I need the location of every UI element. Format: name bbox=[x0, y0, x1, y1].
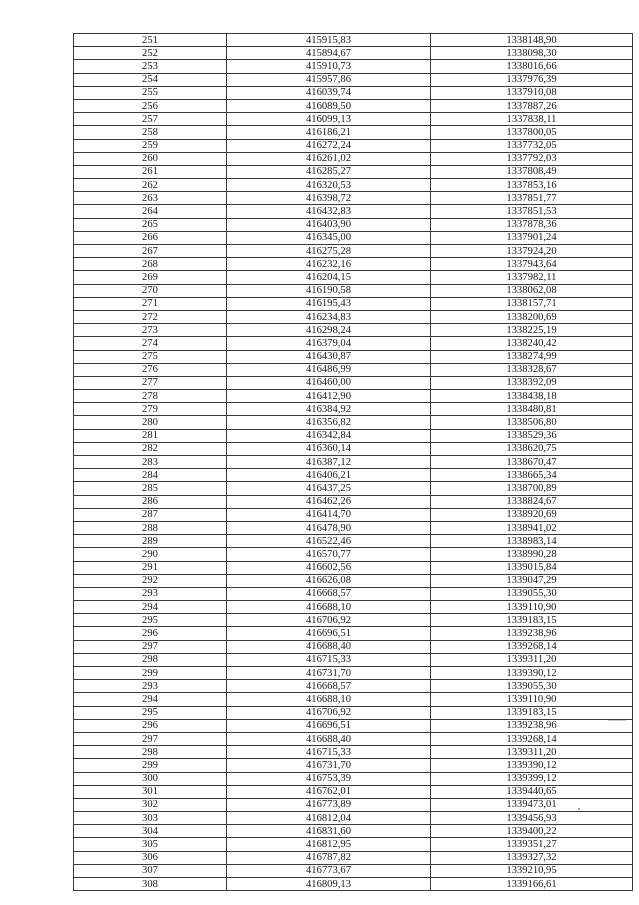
table-row bbox=[74, 271, 633, 284]
table-row bbox=[74, 403, 633, 416]
x-coordinate-cell: 416204,15 bbox=[227, 271, 431, 284]
table-row bbox=[74, 324, 633, 337]
y-coordinate-cell: 1339183,15 bbox=[431, 706, 633, 719]
y-coordinate-cell: 1339110,90 bbox=[431, 693, 633, 706]
table-row bbox=[74, 851, 633, 864]
x-coordinate-cell: 416688,10 bbox=[227, 601, 431, 614]
coordinates-table-body bbox=[74, 34, 633, 891]
y-coordinate-cell: 1339268,14 bbox=[431, 732, 633, 745]
y-coordinate-cell: 1337901,24 bbox=[431, 231, 633, 244]
table-row bbox=[74, 838, 633, 851]
y-coordinate-cell: 1338062,08 bbox=[431, 284, 633, 297]
point-number-cell: 295 bbox=[74, 614, 227, 627]
table-row bbox=[74, 878, 633, 891]
x-coordinate-cell: 416706,92 bbox=[227, 706, 431, 719]
y-coordinate-cell: 1339390,12 bbox=[431, 667, 633, 680]
x-coordinate-cell: 416486,99 bbox=[227, 363, 431, 376]
point-number-cell: 251 bbox=[74, 34, 227, 47]
table-row bbox=[74, 508, 633, 521]
table-row bbox=[74, 640, 633, 653]
x-coordinate-cell: 416773,89 bbox=[227, 798, 431, 811]
y-coordinate-cell: 1338700,89 bbox=[431, 482, 633, 495]
table-row bbox=[74, 179, 633, 192]
y-coordinate-cell: 1337792,03 bbox=[431, 152, 633, 165]
table-row bbox=[74, 363, 633, 376]
table-row bbox=[74, 719, 633, 732]
x-coordinate-cell: 416195,43 bbox=[227, 297, 431, 310]
y-coordinate-cell: 1339055,30 bbox=[431, 587, 633, 600]
point-number-cell: 259 bbox=[74, 139, 227, 152]
table-row bbox=[74, 350, 633, 363]
table-row bbox=[74, 73, 633, 86]
point-number-cell: 270 bbox=[74, 284, 227, 297]
point-number-cell: 287 bbox=[74, 508, 227, 521]
point-number-cell: 295 bbox=[74, 706, 227, 719]
point-number-cell: 273 bbox=[74, 324, 227, 337]
coordinates-table bbox=[73, 33, 633, 891]
x-coordinate-cell: 416285,27 bbox=[227, 165, 431, 178]
table-row bbox=[74, 310, 633, 323]
x-coordinate-cell: 416626,08 bbox=[227, 574, 431, 587]
point-number-cell: 300 bbox=[74, 772, 227, 785]
y-coordinate-cell: 1339210,95 bbox=[431, 864, 633, 877]
table-row bbox=[74, 205, 633, 218]
x-coordinate-cell: 416731,70 bbox=[227, 667, 431, 680]
point-number-cell: 290 bbox=[74, 548, 227, 561]
point-number-cell: 263 bbox=[74, 192, 227, 205]
x-coordinate-cell: 416261,02 bbox=[227, 152, 431, 165]
y-coordinate-cell: 1339399,12 bbox=[431, 772, 633, 785]
table-row bbox=[74, 627, 633, 640]
table-row bbox=[74, 126, 633, 139]
point-number-cell: 297 bbox=[74, 640, 227, 653]
point-number-cell: 305 bbox=[74, 838, 227, 851]
x-coordinate-cell: 415910,73 bbox=[227, 60, 431, 73]
table-row bbox=[74, 693, 633, 706]
x-coordinate-cell: 416384,92 bbox=[227, 403, 431, 416]
table-row bbox=[74, 297, 633, 310]
table-row bbox=[74, 376, 633, 389]
x-coordinate-cell: 416462,26 bbox=[227, 495, 431, 508]
table-row bbox=[74, 732, 633, 745]
table-row bbox=[74, 34, 633, 47]
table-row bbox=[74, 86, 633, 99]
x-coordinate-cell: 416753,39 bbox=[227, 772, 431, 785]
x-coordinate-cell: 416570,77 bbox=[227, 548, 431, 561]
point-number-cell: 294 bbox=[74, 693, 227, 706]
table-row bbox=[74, 772, 633, 785]
x-coordinate-cell: 416412,90 bbox=[227, 390, 431, 403]
y-coordinate-cell: 1337800,05 bbox=[431, 126, 633, 139]
x-coordinate-cell: 416731,70 bbox=[227, 759, 431, 772]
point-number-cell: 296 bbox=[74, 719, 227, 732]
y-coordinate-cell: 1338328,67 bbox=[431, 363, 633, 376]
table-row bbox=[74, 47, 633, 60]
table-row bbox=[74, 614, 633, 627]
y-coordinate-cell: 1338990,28 bbox=[431, 548, 633, 561]
point-number-cell: 269 bbox=[74, 271, 227, 284]
point-number-cell: 306 bbox=[74, 851, 227, 864]
y-coordinate-cell: 1338529,36 bbox=[431, 429, 633, 442]
point-number-cell: 299 bbox=[74, 667, 227, 680]
point-number-cell: 289 bbox=[74, 535, 227, 548]
y-coordinate-cell: 1337732,05 bbox=[431, 139, 633, 152]
x-coordinate-cell: 416039,74 bbox=[227, 86, 431, 99]
point-number-cell: 272 bbox=[74, 310, 227, 323]
x-coordinate-cell: 416320,53 bbox=[227, 179, 431, 192]
x-coordinate-cell: 416668,57 bbox=[227, 587, 431, 600]
y-coordinate-cell: 1337910,08 bbox=[431, 86, 633, 99]
y-coordinate-cell: 1339110,90 bbox=[431, 601, 633, 614]
x-coordinate-cell: 416812,95 bbox=[227, 838, 431, 851]
x-coordinate-cell: 416406,21 bbox=[227, 469, 431, 482]
table-row bbox=[74, 192, 633, 205]
point-number-cell: 294 bbox=[74, 601, 227, 614]
y-coordinate-cell: 1339327,32 bbox=[431, 851, 633, 864]
y-coordinate-cell: 1338941,02 bbox=[431, 521, 633, 534]
y-coordinate-cell: 1339473,01 bbox=[431, 798, 633, 811]
y-coordinate-cell: 1339166,61 bbox=[431, 878, 633, 891]
table-row bbox=[74, 587, 633, 600]
table-row bbox=[74, 706, 633, 719]
point-number-cell: 284 bbox=[74, 469, 227, 482]
x-coordinate-cell: 416345,00 bbox=[227, 231, 431, 244]
point-number-cell: 267 bbox=[74, 245, 227, 258]
table-row bbox=[74, 798, 633, 811]
table-row bbox=[74, 680, 633, 693]
x-coordinate-cell: 416190,58 bbox=[227, 284, 431, 297]
table-row bbox=[74, 429, 633, 442]
table-row bbox=[74, 231, 633, 244]
y-coordinate-cell: 1338200,69 bbox=[431, 310, 633, 323]
x-coordinate-cell: 416360,14 bbox=[227, 442, 431, 455]
y-coordinate-cell: 1338240,42 bbox=[431, 337, 633, 350]
point-number-cell: 264 bbox=[74, 205, 227, 218]
y-coordinate-cell: 1338438,18 bbox=[431, 390, 633, 403]
y-coordinate-cell: 1339047,29 bbox=[431, 574, 633, 587]
table-row bbox=[74, 521, 633, 534]
point-number-cell: 296 bbox=[74, 627, 227, 640]
point-number-cell: 252 bbox=[74, 47, 227, 60]
point-number-cell: 283 bbox=[74, 456, 227, 469]
point-number-cell: 274 bbox=[74, 337, 227, 350]
table-row bbox=[74, 469, 633, 482]
x-coordinate-cell: 416379,04 bbox=[227, 337, 431, 350]
table-row bbox=[74, 416, 633, 429]
table-row bbox=[74, 139, 633, 152]
point-number-cell: 285 bbox=[74, 482, 227, 495]
table-row bbox=[74, 258, 633, 271]
point-number-cell: 292 bbox=[74, 574, 227, 587]
y-coordinate-cell: 1339456,93 bbox=[431, 812, 633, 825]
y-coordinate-cell: 1338016,66 bbox=[431, 60, 633, 73]
x-coordinate-cell: 416688,40 bbox=[227, 732, 431, 745]
y-coordinate-cell: 1338098,30 bbox=[431, 47, 633, 60]
x-coordinate-cell: 416668,57 bbox=[227, 680, 431, 693]
table-row bbox=[74, 284, 633, 297]
x-coordinate-cell: 416809,13 bbox=[227, 878, 431, 891]
x-coordinate-cell: 416602,56 bbox=[227, 561, 431, 574]
point-number-cell: 286 bbox=[74, 495, 227, 508]
y-coordinate-cell: 1337878,36 bbox=[431, 218, 633, 231]
x-coordinate-cell: 416099,13 bbox=[227, 113, 431, 126]
x-coordinate-cell: 416773,67 bbox=[227, 864, 431, 877]
table-row bbox=[74, 165, 633, 178]
point-number-cell: 288 bbox=[74, 521, 227, 534]
table-row bbox=[74, 390, 633, 403]
y-coordinate-cell: 1339183,15 bbox=[431, 614, 633, 627]
y-coordinate-cell: 1338983,14 bbox=[431, 535, 633, 548]
y-coordinate-cell: 1339390,12 bbox=[431, 759, 633, 772]
y-coordinate-cell: 1337887,26 bbox=[431, 99, 633, 112]
table-row bbox=[74, 495, 633, 508]
x-coordinate-cell: 416414,70 bbox=[227, 508, 431, 521]
y-coordinate-cell: 1339268,14 bbox=[431, 640, 633, 653]
point-number-cell: 297 bbox=[74, 732, 227, 745]
x-coordinate-cell: 416089,50 bbox=[227, 99, 431, 112]
point-number-cell: 282 bbox=[74, 442, 227, 455]
point-number-cell: 266 bbox=[74, 231, 227, 244]
y-coordinate-cell: 1339055,30 bbox=[431, 680, 633, 693]
point-number-cell: 291 bbox=[74, 561, 227, 574]
y-coordinate-cell: 1339351,27 bbox=[431, 838, 633, 851]
table-row bbox=[74, 548, 633, 561]
y-coordinate-cell: 1337924,20 bbox=[431, 245, 633, 258]
x-coordinate-cell: 416762,01 bbox=[227, 785, 431, 798]
x-coordinate-cell: 416831,60 bbox=[227, 825, 431, 838]
y-coordinate-cell: 1338157,71 bbox=[431, 297, 633, 310]
point-number-cell: 271 bbox=[74, 297, 227, 310]
table-row bbox=[74, 442, 633, 455]
point-number-cell: 275 bbox=[74, 350, 227, 363]
x-coordinate-cell: 416688,40 bbox=[227, 640, 431, 653]
y-coordinate-cell: 1338225,19 bbox=[431, 324, 633, 337]
point-number-cell: 301 bbox=[74, 785, 227, 798]
x-coordinate-cell: 416696,51 bbox=[227, 719, 431, 732]
y-coordinate-cell: 1339238,96 bbox=[431, 719, 633, 732]
table-row bbox=[74, 759, 633, 772]
point-number-cell: 307 bbox=[74, 864, 227, 877]
table-row bbox=[74, 337, 633, 350]
y-coordinate-cell: 1337851,77 bbox=[431, 192, 633, 205]
point-number-cell: 262 bbox=[74, 179, 227, 192]
y-coordinate-cell: 1338480,81 bbox=[431, 403, 633, 416]
y-coordinate-cell: 1339238,96 bbox=[431, 627, 633, 640]
table-row bbox=[74, 785, 633, 798]
x-coordinate-cell: 416272,24 bbox=[227, 139, 431, 152]
x-coordinate-cell: 416432,83 bbox=[227, 205, 431, 218]
y-coordinate-cell: 1338620,75 bbox=[431, 442, 633, 455]
table-row bbox=[74, 245, 633, 258]
x-coordinate-cell: 416356,82 bbox=[227, 416, 431, 429]
point-number-cell: 258 bbox=[74, 126, 227, 139]
point-number-cell: 302 bbox=[74, 798, 227, 811]
table-row bbox=[74, 653, 633, 666]
table-row bbox=[74, 667, 633, 680]
x-coordinate-cell: 416478,90 bbox=[227, 521, 431, 534]
x-coordinate-cell: 416715,33 bbox=[227, 746, 431, 759]
point-number-cell: 304 bbox=[74, 825, 227, 838]
y-coordinate-cell: 1339311,20 bbox=[431, 746, 633, 759]
point-number-cell: 281 bbox=[74, 429, 227, 442]
point-number-cell: 280 bbox=[74, 416, 227, 429]
x-coordinate-cell: 416275,28 bbox=[227, 245, 431, 258]
x-coordinate-cell: 415915,83 bbox=[227, 34, 431, 47]
y-coordinate-cell: 1337853,16 bbox=[431, 179, 633, 192]
point-number-cell: 265 bbox=[74, 218, 227, 231]
x-coordinate-cell: 416715,33 bbox=[227, 653, 431, 666]
table-row bbox=[74, 456, 633, 469]
table-row bbox=[74, 535, 633, 548]
point-number-cell: 260 bbox=[74, 152, 227, 165]
table-row bbox=[74, 113, 633, 126]
x-coordinate-cell: 416186,21 bbox=[227, 126, 431, 139]
x-coordinate-cell: 416460,00 bbox=[227, 376, 431, 389]
x-coordinate-cell: 416688,10 bbox=[227, 693, 431, 706]
table-row bbox=[74, 601, 633, 614]
x-coordinate-cell: 416232,16 bbox=[227, 258, 431, 271]
x-coordinate-cell: 415957,86 bbox=[227, 73, 431, 86]
y-coordinate-cell: 1337851,53 bbox=[431, 205, 633, 218]
point-number-cell: 261 bbox=[74, 165, 227, 178]
y-coordinate-cell: 1338274,99 bbox=[431, 350, 633, 363]
table-row bbox=[74, 574, 633, 587]
point-number-cell: 255 bbox=[74, 86, 227, 99]
x-coordinate-cell: 416342,84 bbox=[227, 429, 431, 442]
x-coordinate-cell: 416387,12 bbox=[227, 456, 431, 469]
point-number-cell: 257 bbox=[74, 113, 227, 126]
point-number-cell: 293 bbox=[74, 680, 227, 693]
y-coordinate-cell: 1339015,84 bbox=[431, 561, 633, 574]
table-row bbox=[74, 218, 633, 231]
point-number-cell: 298 bbox=[74, 746, 227, 759]
point-number-cell: 268 bbox=[74, 258, 227, 271]
x-coordinate-cell: 416398,72 bbox=[227, 192, 431, 205]
y-coordinate-cell: 1339400,22 bbox=[431, 825, 633, 838]
scan-speck bbox=[578, 808, 580, 810]
point-number-cell: 279 bbox=[74, 403, 227, 416]
y-coordinate-cell: 1338665,34 bbox=[431, 469, 633, 482]
table-row bbox=[74, 561, 633, 574]
table-row bbox=[74, 99, 633, 112]
table-row bbox=[74, 152, 633, 165]
x-coordinate-cell: 416403,90 bbox=[227, 218, 431, 231]
y-coordinate-cell: 1337808,49 bbox=[431, 165, 633, 178]
y-coordinate-cell: 1338148,90 bbox=[431, 34, 633, 47]
y-coordinate-cell: 1338506,80 bbox=[431, 416, 633, 429]
table-row bbox=[74, 746, 633, 759]
point-number-cell: 256 bbox=[74, 99, 227, 112]
y-coordinate-cell: 1338670,47 bbox=[431, 456, 633, 469]
table-row bbox=[74, 864, 633, 877]
x-coordinate-cell: 416234,83 bbox=[227, 310, 431, 323]
point-number-cell: 253 bbox=[74, 60, 227, 73]
table-row bbox=[74, 812, 633, 825]
y-coordinate-cell: 1338920,69 bbox=[431, 508, 633, 521]
x-coordinate-cell: 416787,82 bbox=[227, 851, 431, 864]
x-coordinate-cell: 416430,87 bbox=[227, 350, 431, 363]
point-number-cell: 303 bbox=[74, 812, 227, 825]
y-coordinate-cell: 1337976,39 bbox=[431, 73, 633, 86]
table-row bbox=[74, 825, 633, 838]
point-number-cell: 308 bbox=[74, 878, 227, 891]
y-coordinate-cell: 1337838,11 bbox=[431, 113, 633, 126]
x-coordinate-cell: 416696,51 bbox=[227, 627, 431, 640]
point-number-cell: 254 bbox=[74, 73, 227, 86]
table-row bbox=[74, 482, 633, 495]
y-coordinate-cell: 1337982,11 bbox=[431, 271, 633, 284]
y-coordinate-cell: 1337943,64 bbox=[431, 258, 633, 271]
x-coordinate-cell: 416298,24 bbox=[227, 324, 431, 337]
point-number-cell: 298 bbox=[74, 653, 227, 666]
x-coordinate-cell: 416522,46 bbox=[227, 535, 431, 548]
point-number-cell: 276 bbox=[74, 363, 227, 376]
y-coordinate-cell: 1338392,09 bbox=[431, 376, 633, 389]
point-number-cell: 277 bbox=[74, 376, 227, 389]
table-row bbox=[74, 60, 633, 73]
x-coordinate-cell: 416812,04 bbox=[227, 812, 431, 825]
point-number-cell: 278 bbox=[74, 390, 227, 403]
y-coordinate-cell: 1339311,20 bbox=[431, 653, 633, 666]
scan-speck bbox=[608, 720, 626, 721]
y-coordinate-cell: 1339440,65 bbox=[431, 785, 633, 798]
point-number-cell: 299 bbox=[74, 759, 227, 772]
x-coordinate-cell: 415894,67 bbox=[227, 47, 431, 60]
point-number-cell: 293 bbox=[74, 587, 227, 600]
y-coordinate-cell: 1338824,67 bbox=[431, 495, 633, 508]
x-coordinate-cell: 416706,92 bbox=[227, 614, 431, 627]
x-coordinate-cell: 416437,25 bbox=[227, 482, 431, 495]
